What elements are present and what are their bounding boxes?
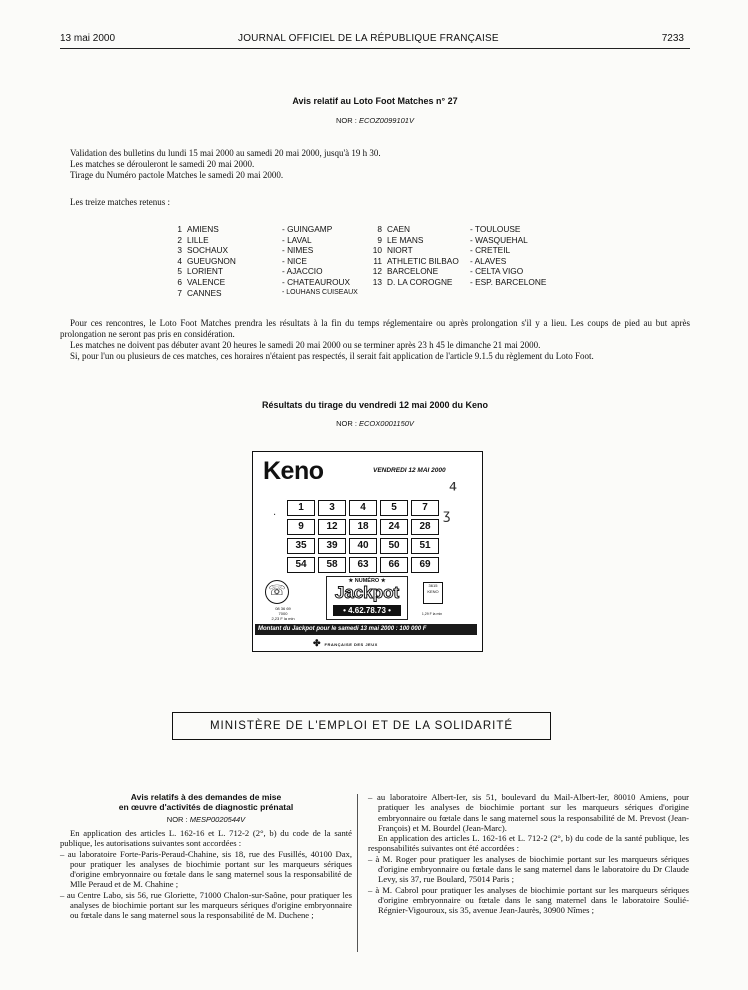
- match-number: 6: [177, 276, 182, 287]
- avis-list-item: – au Centre Labo, sis 56, rue Gloriette, 71000 Chalon-sur-Saône, pour pratiquer les analyses de biochimie portant sur les marqueurs sériques d'origine embryonnaire ou fœtale dans le sang maternel sous la responsabilité de M. Duchene ;: [60, 889, 352, 921]
- avis-list-item: – au laboratoire Forte-Paris-Peraud-Chahine, sis 18, rue des Fusillés, 40100 Dax, pour pratiquer les analyses de biochimie portant sur les marqueurs sériques d'origine embryonnaire ou fœtale dans le sang maternel sous la responsabilité de Mlle Peraud et de M. Chahine ;: [60, 848, 352, 890]
- match-home: VALENCE: [187, 276, 226, 287]
- rule-paragraph: Les matches ne doivent pas débuter avant 20 heures le samedi 20 mai 2000 ou se terminer après 23 h 45 le dimanche 21 mai 2000.: [70, 340, 541, 350]
- keno-number-grid: [287, 500, 439, 576]
- minitel-caption: 1,29 F la min: [421, 612, 443, 616]
- match-number: 3: [177, 245, 182, 256]
- match-away: - AJACCIO: [282, 266, 323, 277]
- keno-number: 66: [380, 557, 408, 573]
- match-number: 11: [373, 255, 382, 266]
- keno-number: 24: [380, 519, 408, 535]
- page-header: [60, 33, 690, 49]
- validation-line: Validation des bulletins du lundi 15 mai 2000 au samedi 20 mai 2000, jusqu'à 19 h 30.: [70, 148, 381, 158]
- keno-title: Résultats du tirage du vendredi 12 mai 2000 du Keno: [261, 400, 489, 410]
- keno-number: 12: [318, 519, 346, 535]
- phone-icon: ☏: [265, 580, 289, 604]
- match-number: 7: [177, 287, 182, 298]
- avis-paragraph: En application des articles L. 162-16 et L. 712-2 (2°, b) du code de la santé publique, les autorisations suivantes sont accordées :: [60, 828, 352, 849]
- match-away: - CELTA VIGO: [470, 266, 524, 277]
- keno-number: 28: [411, 519, 439, 535]
- match-number: 9: [377, 234, 382, 245]
- avis-nor: [60, 815, 352, 824]
- match-home: CAEN: [387, 224, 411, 234]
- keno-number: 63: [349, 557, 377, 573]
- minitel-line: 3615: [428, 583, 438, 588]
- matches-label: Les treize matches retenus :: [70, 197, 170, 207]
- match-number: 12: [372, 266, 382, 277]
- dot-mark-icon: ·: [273, 510, 277, 521]
- nor-label: NOR :: [336, 116, 357, 125]
- seven-mark-icon: ⁴: [449, 478, 458, 502]
- avis-paragraph: En application des articles L. 162-16 et L. 712-2 (2°, b) du code de la santé publique, les responsabilités suivantes ont été accordées :: [368, 833, 689, 854]
- match-away: - LOUHANS CUISEAUX: [282, 288, 358, 296]
- header-journal-title: JOURNAL OFFICIEL DE LA RÉPUBLIQUE FRANÇAISE: [238, 33, 499, 44]
- loto-foot-title: Avis relatif au Loto Foot Matches n° 27: [292, 96, 458, 106]
- keno-number: 3: [318, 500, 346, 516]
- loto-foot-rules: [60, 318, 690, 362]
- match-number: 2: [177, 234, 182, 245]
- match-away: - GUINGAMP: [282, 224, 333, 234]
- match-number: 1: [177, 224, 182, 234]
- keno-number: 4: [349, 500, 377, 516]
- match-home: SOCHAUX: [187, 245, 229, 256]
- scribble-mark-icon: ʒ: [443, 508, 451, 523]
- keno-number: 35: [287, 538, 315, 554]
- match-home: LILLE: [187, 234, 209, 245]
- phone-line: 08 36 69: [275, 606, 291, 611]
- header-rule: [60, 48, 690, 49]
- keno-logo: Keno: [263, 457, 324, 485]
- nor-label: NOR :: [336, 419, 357, 428]
- keno-number: 9: [287, 519, 315, 535]
- match-home: NIORT: [387, 245, 413, 256]
- match-number: 5: [177, 266, 182, 277]
- loto-foot-nor: [60, 116, 690, 125]
- keno-number: 39: [318, 538, 346, 554]
- jackpot-banner: Montant du Jackpot pour le samedi 13 mai 2000 : 100 000 F: [255, 624, 477, 635]
- minitel-icon: [423, 582, 443, 604]
- nor-code: MESP0020544V: [189, 815, 246, 824]
- match-home: GUEUGNON: [187, 255, 236, 266]
- keno-draw-date: VENDREDI 12 MAI 2000: [373, 467, 446, 474]
- column-divider: [357, 794, 358, 952]
- keno-number: 50: [380, 538, 408, 554]
- brand-name: FRANÇAISE DES JEUX: [324, 642, 378, 647]
- left-column: [60, 792, 352, 921]
- avis-title-line: en œuvre d'activités de diagnostic prénatal: [118, 802, 294, 812]
- phone-line: 2,23 F la min: [271, 616, 295, 621]
- match-number: 10: [372, 245, 382, 256]
- match-home: LE MANS: [387, 234, 424, 245]
- match-away: - ESP. BARCELONE: [470, 276, 547, 287]
- match-home: CANNES: [187, 287, 222, 298]
- header-date: 13 mai 2000: [60, 33, 116, 44]
- clover-icon: ✤: [313, 638, 321, 648]
- jackpot-word: Jackpot: [334, 583, 400, 602]
- match-home: D. LA COROGNE: [387, 276, 453, 287]
- avis-list-item: – à M. Cabrol pour pratiquer les analyses de biochimie portant sur les marqueurs sériques d'origine embryonnaire ou fœtale dans le sang maternel dans le laboratoire Soulié-Régnier-Vigouroux, sis 35, avenue Jean-Jaurès, 30900 Nîmes ;: [368, 884, 689, 916]
- match-away: - CHATEAUROUX: [282, 276, 351, 287]
- avis-title-line: Avis relatifs à des demandes de mise: [130, 792, 282, 802]
- loto-foot-intro: [70, 148, 670, 181]
- nor-code: ECOX0001150V: [359, 419, 414, 428]
- match-away: - LAVAL: [282, 234, 312, 245]
- draw-line: Tirage du Numéro pactole Matches le samedi 20 mai 2000.: [70, 170, 284, 180]
- match-home: BARCELONE: [387, 266, 439, 277]
- avis-list-item: – à M. Roger pour pratiquer les analyses de biochimie portant sur les marqueurs sériques d'origine embryonnaire ou fœtale dans le sang maternel dans le laboratoire du Dr Claude Levy, sis 37, rue Boulard, 75014 Paris ;: [368, 853, 689, 885]
- rule-paragraph: Si, pour l'un ou plusieurs de ces matches, ces horaires n'étaient pas respectés, il serait fait application de l'article 9.1.5 du règlement du Loto Foot.: [70, 351, 594, 361]
- keno-number: 7: [411, 500, 439, 516]
- minitel-line: KENO: [427, 589, 439, 594]
- match-number: 8: [377, 224, 382, 234]
- phone-info: [263, 606, 303, 621]
- match-number: 4: [177, 255, 182, 266]
- avis-list-item: – au laboratoire Albert-Ier, sis 51, boulevard du Mail-Albert-Ier, 80010 Amiens, pour pratiquer les analyses de biochimie portant sur les marqueurs sériques d'origine embryonnaire ou fœtale dans le sang maternel sous la responsabilité de M. Prevost (Jean-François) et M. Bourdel (Jean-Marc).: [368, 792, 689, 833]
- fdj-brand: [313, 638, 433, 649]
- match-away: - TOULOUSE: [470, 224, 521, 234]
- rule-paragraph: Pour ces rencontres, le Loto Foot Matches prendra les résultats à la fin du temps réglementaire ou après prolongation s'il y a lieu. Les coups de pied au but après prolongation ne seront pas pris en considération.: [60, 318, 690, 339]
- nor-label: NOR :: [166, 815, 188, 824]
- match-away: - NICE: [282, 255, 307, 266]
- match-away: - CRETEIL: [470, 245, 511, 256]
- keno-ticket: [252, 451, 483, 652]
- ministry-heading: MINISTÈRE DE L'EMPLOI ET DE LA SOLIDARITÉ: [172, 712, 551, 740]
- jackpot-value: • 4.62.78.73 •: [333, 605, 401, 616]
- match-away: - NIMES: [282, 245, 314, 256]
- keno-number: 58: [318, 557, 346, 573]
- match-away: - ALAVES: [470, 255, 507, 266]
- phone-line: 7000: [278, 611, 288, 616]
- right-column: [368, 792, 689, 916]
- keno-number: 51: [411, 538, 439, 554]
- jackpot-box: [326, 576, 408, 620]
- match-home: ATHLETIC BILBAO: [387, 255, 459, 266]
- keno-number: 1: [287, 500, 315, 516]
- keno-number: 54: [287, 557, 315, 573]
- match-home: AMIENS: [187, 224, 219, 234]
- match-number: 13: [372, 276, 382, 287]
- jackpot-label: ★ NUMÉRO ★: [348, 578, 386, 584]
- keno-nor: [60, 419, 690, 428]
- keno-number: 5: [380, 500, 408, 516]
- header-page-number: 7233: [661, 33, 684, 44]
- keno-number: 69: [411, 557, 439, 573]
- keno-number: 40: [349, 538, 377, 554]
- nor-code: ECOZ0099101V: [358, 116, 414, 125]
- match-home: LORIENT: [187, 266, 223, 277]
- match-away: - WASQUEHAL: [470, 234, 528, 245]
- keno-number: 18: [349, 519, 377, 535]
- schedule-line: Les matches se dérouleront le samedi 20 mai 2000.: [70, 159, 255, 169]
